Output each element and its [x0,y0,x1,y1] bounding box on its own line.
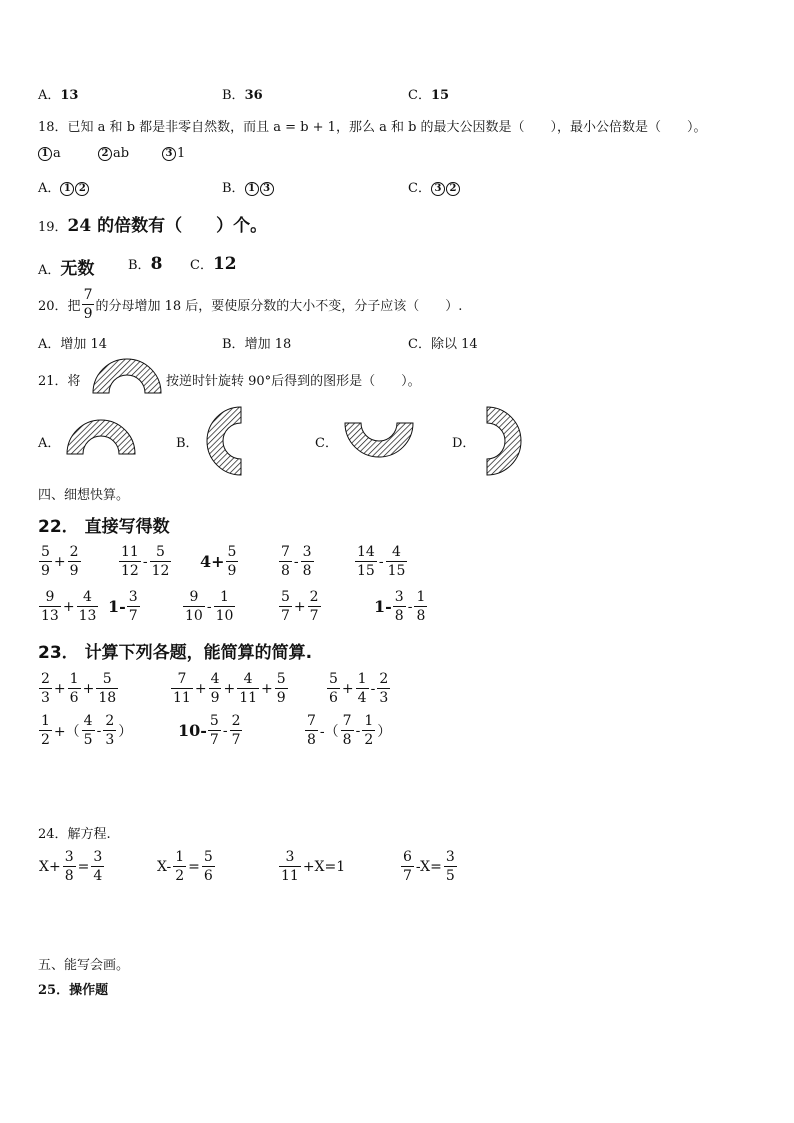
q17-option-c: C．15 [408,88,450,103]
fraction: $\frac{5}{12}$ [151,544,170,579]
operator: - [142,553,148,570]
math-expression [170,672,289,705]
math-expression [108,590,141,623]
fraction: $\frac{5}{9}$ [276,671,286,706]
operator: + [194,680,207,697]
fraction: $\frac{3}{11}$ [281,849,299,884]
q19-stem: 19．24 的倍数有（ ）个。 [38,216,268,236]
fraction: $\frac{4}{15}$ [387,544,406,579]
fraction: $\frac{6}{7}$ [403,849,412,884]
q18-choice-1: 1 a [38,146,61,161]
operator: + [341,680,354,697]
q18-option-b: B． 1 3 [222,177,275,196]
q21-option-b-figure [206,406,242,476]
expression-cell [354,545,408,578]
operator: + [223,680,236,697]
math-expression [38,672,119,705]
q22-title: 22． 直接写得数 [38,517,170,537]
fraction: $\frac{7}{8}$ [281,544,290,579]
q21-stem: 按逆时针旋转 90°后得到的图形是（ ）。 [166,374,421,389]
fraction: $\frac{4}{13}$ [78,589,97,624]
math-expression [354,545,408,578]
operator: X+ [39,858,61,875]
operator: = [188,858,200,875]
math-expression [38,545,82,578]
fraction: $\frac{5}{9}$ [227,544,237,579]
operator: +X=1 [302,858,346,875]
q21-option-d-figure [486,406,522,476]
expression-cell [278,850,346,883]
operator: 4+ [200,552,225,571]
q19-option-b: B．8 [128,254,163,274]
fraction: $\frac{2}{7}$ [309,589,319,624]
expression-cell [178,714,243,747]
fraction: $\frac{5}{6}$ [329,671,338,706]
q21-option-c-figure [344,422,414,458]
fraction: $\frac{1}{6}$ [69,671,79,706]
operator: - [293,553,299,570]
fraction: $\frac{7}{8}$ [342,713,352,748]
math-expression [304,714,392,747]
fraction: $\frac{1}{2}$ [41,713,50,748]
expression-cell [326,672,391,705]
fraction: $\frac{1}{2}$ [175,849,185,884]
operator: - [378,553,384,570]
expression-cell [400,850,458,883]
math-expression [200,545,239,578]
operator: +（ [53,723,80,740]
fraction: $\frac{3}{4}$ [93,849,103,884]
fraction: $\frac{4}{9}$ [210,671,220,706]
fraction: $\frac{7}{11}$ [173,671,191,706]
fraction: $\frac{3}{5}$ [445,849,455,884]
fraction: $\frac{1}{2}$ [364,713,374,748]
math-expression [118,545,172,578]
fraction: $\frac{11}{12}$ [121,544,139,579]
expression-cell [182,590,236,623]
operator: + [261,680,273,697]
fraction: $\frac{3}{7}$ [128,589,138,624]
section-4-heading: 四、细想快算。 [38,488,130,503]
operator: 10- [178,721,207,740]
fraction: $\frac{5}{18}$ [98,671,117,706]
q25-title: 25．操作题 [38,983,109,998]
expression-cell [38,545,82,578]
q23-title: 23． 计算下列各题，能简算的简算. [38,643,313,663]
math-expression [38,590,99,623]
expression-cell [200,545,239,578]
operator: + [82,680,95,697]
expression-cell [38,672,119,705]
expression-cell [38,590,99,623]
q21-option-a-figure [66,419,136,455]
q19-option-c: C．12 [190,254,237,274]
q18-option-c: C． 3 2 [408,177,461,196]
expression-cell [170,672,289,705]
q18-stem: 18．已知 a 和 b 都是非零自然数，而且 a = b + 1，那么 a 和 b 的最大公因数是（ ），最小公倍数是（ ）。 [38,120,707,135]
operator: = [77,858,90,875]
math-expression [178,714,243,747]
math-expression [182,590,236,623]
fraction: $\frac{9}{10}$ [185,589,203,624]
fraction: $\frac{3}{8}$ [64,849,74,884]
q20-stem: 20． 把 $\frac{7}{9}$ 的分母增加 18 后，要使原分数的大小不变，分子应该（ ）. [38,287,463,322]
fraction: $\frac{2}{3}$ [105,713,115,748]
expression-cell [108,590,141,623]
operator: - [355,722,361,739]
fraction: $\frac{5}{7}$ [281,589,290,624]
q21-option-b-label: B． [176,436,199,451]
operator: + [53,553,66,570]
expression-cell [38,850,105,883]
q18-choice-3: 3 1 [162,146,185,161]
q18-choice-2: 2 ab [98,146,129,161]
q20-option-b: B．增加 18 [222,337,292,352]
q21-figure [92,358,162,394]
fraction: $\frac{7}{8}$ [307,713,316,748]
operator: - [206,598,212,615]
q21-number: 21．将 [38,374,81,389]
q21-option-c-label: C． [315,436,338,451]
operator: - [222,722,228,739]
q24-title: 24．解方程. [38,827,111,842]
q17-option-b: B．36 [222,88,263,103]
q17-option-a: A．13 [38,88,79,103]
expression-cell [156,850,216,883]
math-expression [278,545,315,578]
operator: -X= [415,858,442,875]
math-expression [156,850,216,883]
operator: -（ [319,723,339,740]
fraction: $\frac{1}{10}$ [215,589,234,624]
fraction: $\frac{14}{15}$ [357,544,375,579]
math-expression [400,850,458,883]
q21-option-a-label: A． [38,436,61,451]
section-5-heading: 五、能写会画。 [38,958,130,973]
operator: 1- [374,597,392,616]
expression-cell [38,714,133,747]
expression-cell [278,590,322,623]
fraction: $\frac{3}{8}$ [302,544,312,579]
fraction: $\frac{5}{9}$ [41,544,50,579]
fraction: $\frac{2}{9}$ [69,544,79,579]
operator: ） [377,723,392,740]
expression-cell [118,545,172,578]
expression-cell [304,714,392,747]
fraction: $\frac{2}{3}$ [379,671,389,706]
q20-option-c: C．除以 14 [408,337,478,352]
operator: ） [118,723,133,740]
operator: + [293,598,306,615]
math-expression [326,672,391,705]
math-expression [278,590,322,623]
fraction: $\frac{5}{6}$ [203,849,213,884]
fraction: $\frac{1}{4}$ [357,671,367,706]
fraction: $\frac{1}{8}$ [416,589,426,624]
math-expression [38,714,133,747]
fraction: $\frac{9}{13}$ [41,589,59,624]
expression-cell [278,545,315,578]
q20-fraction: $\frac{7}{9}$ [83,287,93,322]
fraction: $\frac{4}{11}$ [239,671,258,706]
fraction: $\frac{5}{7}$ [209,713,219,748]
q21-option-d-label: D． [452,436,476,451]
math-expression [374,590,428,623]
q19-option-a: A．无数 [38,259,95,279]
fraction: $\frac{4}{5}$ [83,713,93,748]
fraction: $\frac{2}{3}$ [41,671,50,706]
operator: 1- [108,597,126,616]
operator: + [53,680,66,697]
operator: + [62,598,75,615]
math-expression [278,850,346,883]
operator: - [96,722,102,739]
expression-cell [374,590,428,623]
q20-option-a: A．增加 14 [38,337,108,352]
math-expression [38,850,105,883]
fraction: $\frac{3}{8}$ [394,589,404,624]
q18-option-a: A． 1 2 [38,177,90,196]
operator: X- [157,858,172,875]
operator: - [407,598,413,615]
fraction: $\frac{2}{7}$ [231,713,241,748]
operator: - [370,680,376,697]
